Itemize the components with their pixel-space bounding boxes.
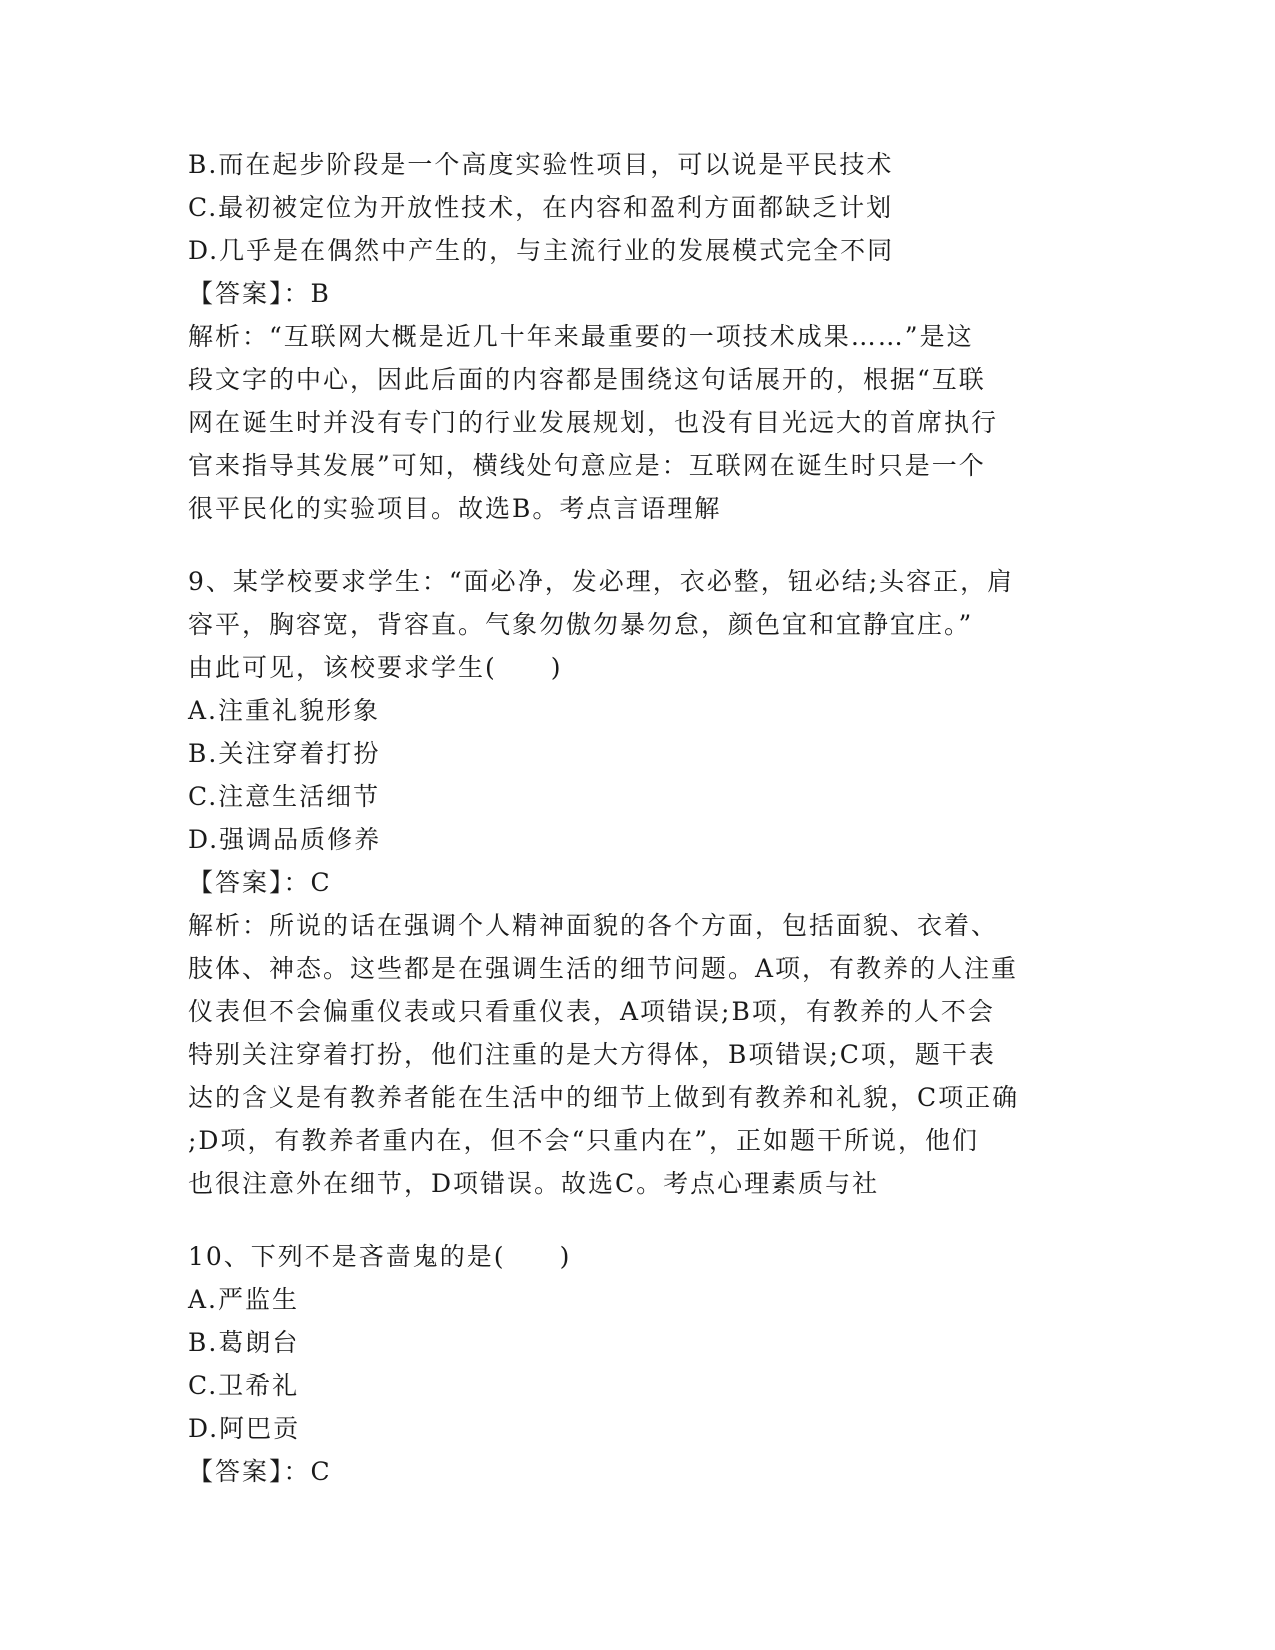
analysis-line: 段文字的中心，因此后面的内容都是围绕这句话展开的，根据“互联 <box>188 365 986 394</box>
answer-line: 【答案】：C <box>188 868 332 897</box>
analysis-line: 网在诞生时并没有专门的行业发展规划，也没有目光远大的首席执行 <box>188 408 999 437</box>
analysis-line: 解析：所说的话在强调个人精神面貌的各个方面，包括面貌、衣着、 <box>188 911 999 940</box>
question-stem: 10、下列不是吝啬鬼的是( ) <box>188 1242 572 1271</box>
question-stem: 容平，胸容宽，背容直。气象勿傲勿暴勿怠，颜色宜和宜静宜庄。” <box>188 610 974 639</box>
option-b: B.葛朗台 <box>188 1328 300 1357</box>
question-stem: 9、某学校要求学生：“面必净，发必理，衣必整，钮必结;头容正，肩 <box>188 567 1015 596</box>
analysis-line: 也很注意外在细节，D项错误。故选C。考点心理素质与社 <box>188 1169 880 1198</box>
question-9 <box>188 560 1088 1205</box>
question-stem: 由此可见，该校要求学生( ) <box>188 653 563 682</box>
analysis-line: 解析：“互联网大概是近几十年来最重要的一项技术成果……”是这 <box>188 322 974 351</box>
analysis-line: 肢体、神态。这些都是在强调生活的细节问题。A项，有教养的人注重 <box>188 954 1019 983</box>
option-c: C.卫希礼 <box>188 1371 300 1400</box>
question-10 <box>188 1235 1088 1493</box>
answer-line: 【答案】：C <box>188 1457 332 1486</box>
option-d: D.阿巴贡 <box>188 1414 301 1443</box>
option-c: C.注意生活细节 <box>188 782 381 811</box>
analysis-line: 官来指导其发展”可知，横线处句意应是：互联网在诞生时只是一个 <box>188 451 986 480</box>
option-b: B.而在起步阶段是一个高度实验性项目，可以说是平民技术 <box>188 150 894 179</box>
option-c: C.最初被定位为开放性技术，在内容和盈利方面都缺乏计划 <box>188 193 894 222</box>
question-gap <box>188 1205 1088 1235</box>
analysis-line: ;D项，有教养者重内在，但不会“只重内在”，正如题干所说，他们 <box>188 1126 980 1155</box>
option-a: A.注重礼貌形象 <box>188 696 381 725</box>
analysis-line: 很平民化的实验项目。故选B。考点言语理解 <box>188 494 722 523</box>
question-8-tail <box>188 143 1088 530</box>
analysis-line: 特别关注穿着打扮，他们注重的是大方得体，B项错误;C项，题干表 <box>188 1040 996 1069</box>
option-d: D.几乎是在偶然中产生的，与主流行业的发展模式完全不同 <box>188 236 895 265</box>
question-gap <box>188 530 1088 560</box>
analysis-line: 仪表但不会偏重仪表或只看重仪表，A项错误;B项，有教养的人不会 <box>188 997 995 1026</box>
document-page <box>188 143 1088 1493</box>
option-a: A.严监生 <box>188 1285 300 1314</box>
option-b: B.关注穿着打扮 <box>188 739 381 768</box>
analysis-line: 达的含义是有教养者能在生活中的细节上做到有教养和礼貌，C项正确 <box>188 1083 1020 1112</box>
answer-line: 【答案】：B <box>188 279 331 308</box>
option-d: D.强调品质修养 <box>188 825 382 854</box>
